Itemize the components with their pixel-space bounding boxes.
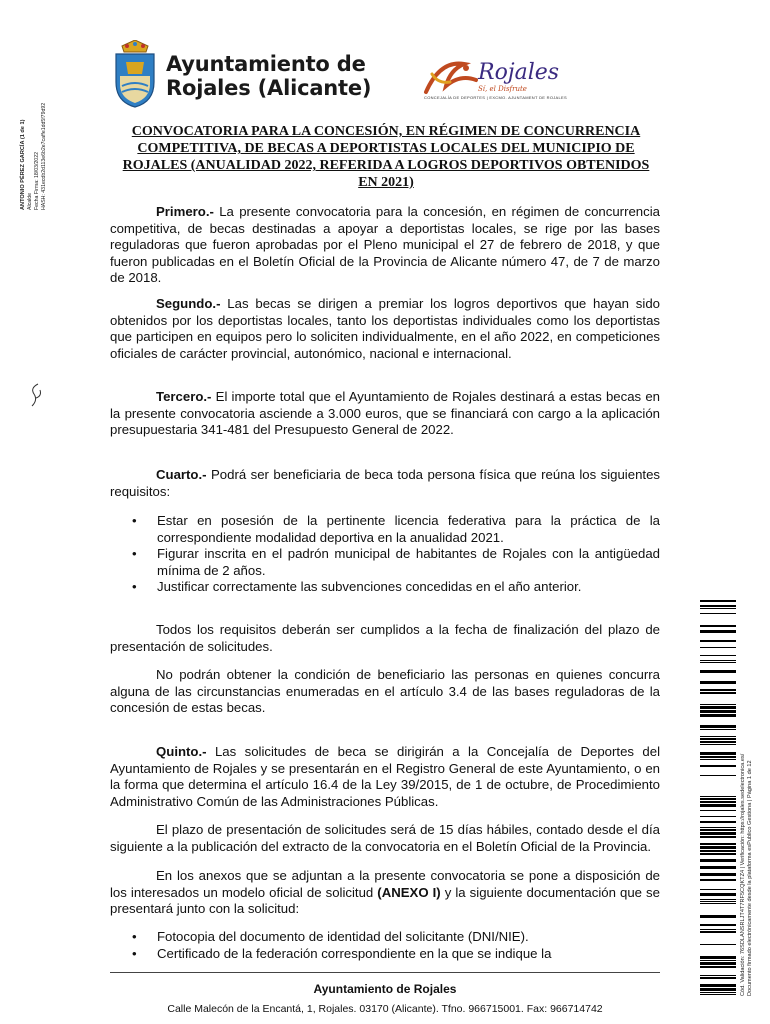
bullet-icon: •	[132, 546, 137, 561]
barcode-bar	[700, 816, 736, 817]
segundo-text: Las becas se dirigen a premiar los logros deportivos que hayan sido obtenidos por los deportistas locales, tanto los deportistas individuales como los deportistas que participen en equipos pero lo soliciten individualmente, en el año 2022, en competiciones oficiales de carácter provincial, autonómico, nacional e internacional.	[110, 296, 660, 361]
barcode-bar	[700, 640, 736, 642]
barcode-bar	[700, 984, 736, 987]
organization-name: Ayuntamiento de Rojales (Alicante)	[166, 52, 372, 100]
handwritten-signature-icon	[28, 380, 46, 410]
barcode-bar	[700, 889, 736, 890]
barcode-bar	[700, 810, 736, 811]
barcode-bar	[700, 850, 736, 852]
list-item	[110, 929, 660, 946]
barcode-bar	[700, 744, 736, 745]
tercero-text: El importe total que el Ayuntamiento de Rojales destinará a estas becas en la presente convocatoria asciende a 3.000 euros, que se financiará con cargo a la aplicación presupuestaria 341-481 del Presupuesto General de 2022.	[110, 389, 660, 437]
footer-organization: Ayuntamiento de Rojales	[313, 982, 457, 996]
paragraph-anexos	[110, 868, 660, 918]
bullet-icon: •	[132, 945, 137, 961]
anexos-text-end: y la siguiente documentación que se presentará junto con la solicitud:	[110, 884, 660, 916]
barcode-bar	[700, 804, 736, 807]
barcode-bar	[700, 873, 736, 876]
barcode-bar	[700, 903, 736, 904]
barcode-bar	[700, 899, 736, 900]
barcode-bar	[700, 901, 736, 902]
signer-role: Alcalde	[27, 192, 33, 210]
barcode-bar	[700, 992, 736, 993]
barcode-icon	[700, 600, 736, 996]
list-item	[110, 946, 660, 963]
barcode-bar	[700, 924, 736, 926]
list-item	[110, 579, 660, 596]
anexo-label: (ANEXO I)	[377, 884, 441, 900]
barcode-bar	[700, 859, 736, 862]
barcode-bar	[700, 625, 736, 627]
barcode-bar	[700, 962, 736, 965]
requirements-list	[110, 513, 660, 596]
barcode-bar	[700, 893, 736, 896]
coat-of-arms-icon	[112, 40, 158, 108]
barcode-bar	[700, 832, 736, 835]
barcode-bar	[700, 931, 736, 933]
barcode-bar	[700, 929, 736, 930]
barcode-bar	[700, 729, 736, 730]
barcode-bar	[700, 829, 736, 831]
barcode-bar	[700, 975, 736, 976]
barcode-bar	[700, 960, 736, 961]
bullet-icon: •	[132, 929, 137, 944]
tercero-lead: Tercero.-	[156, 389, 212, 404]
documentation-text: Certificado de la federación correspondiente en la que se indique la	[157, 945, 552, 961]
letterhead	[0, 0, 770, 120]
barcode-bar	[700, 725, 736, 728]
barcode-bar	[700, 600, 736, 602]
barcode-bar	[700, 988, 736, 991]
paragraph-primero	[110, 204, 660, 287]
barcode-bar	[700, 736, 736, 737]
barcode-bar	[700, 741, 736, 743]
brand-tagline: Sí, el Disfrute	[478, 85, 527, 93]
document-title: CONVOCATORIA PARA LA CONCESIÓN, EN RÉGIMEN DE CONCURRENCIA COMPETITIVA, DE BECAS A DEPORTISTAS LOCALES DEL MUNICIPIO DE ROJALES (ANUALIDAD 2022, REFERIDA A LOGROS DEPORTIVOS OBTENIDOS EN 2021)	[122, 124, 650, 190]
footer-divider	[110, 972, 660, 973]
quinto-lead: Quinto.-	[156, 744, 207, 759]
cuarto-lead: Cuarto.-	[156, 467, 207, 482]
paragraph-plazo: El plazo de presentación de solicitudes será de 15 días hábiles, contado desde el día siguiente a la publicación del extracto de la convocatoria en el Boletín Oficial de la Provincia.	[110, 822, 660, 854]
bullet-icon: •	[132, 513, 137, 528]
quinto-text: Las solicitudes de beca se dirigirán a la Concejalía de Deportes del Ayuntamiento de Rojales y se presentarán en el Registro General de este Ayuntamiento, o en la forma que determina el artículo 16.4 de la Ley 39/2015, de 1 de octubre, de Procedimiento Administrativo Común de las Administraciones Públicas.	[110, 744, 660, 809]
footer-address: Calle Malecón de la Encantá, 1, Rojales. 03170 (Alicante). Tfno. 966715001. Fax: 966714742	[167, 1003, 603, 1015]
barcode-bar	[700, 714, 736, 717]
barcode-bar	[700, 738, 736, 740]
barcode-bar	[700, 765, 736, 767]
barcode-bar	[700, 613, 736, 614]
barcode-bar	[700, 647, 736, 648]
barcode-bar	[700, 706, 736, 709]
verification-block	[740, 596, 760, 996]
paragraph-no-podran: No podrán obtener la condición de beneficiario las personas en quienes concurra alguna de las circunstancias enumeradas en el artículo 3.4 de las bases reguladoras de la concesión de estas becas.	[110, 667, 660, 715]
barcode-bar	[700, 605, 736, 607]
list-item	[110, 546, 660, 579]
barcode-bar	[700, 866, 736, 869]
signature-hash: HASH: 431ecdb2d113e6b2e7caffe1dd5f79d92	[41, 102, 47, 210]
documentation-text: Fotocopia del documento de identidad del solicitante (DNI/NIE).	[157, 929, 529, 944]
brand-wordmark: Rojales	[478, 60, 560, 85]
bullet-icon: •	[132, 579, 137, 594]
primero-text: La presente convocatoria para la concesión, en régimen de concurrencia competitiva, de becas destinadas a apoyar a deportistas locales, se rige por las bases reguladoras que fueron aprobadas por el Pleno municipal el 27 de febrero de 2018, y que fueron publicadas en el Boletín Oficial de la Provincia de Alicante número 47, de 7 de marzo de 2018.	[110, 204, 660, 285]
paragraph-quinto	[110, 744, 660, 810]
barcode-bar	[700, 821, 736, 823]
barcode-bar	[700, 956, 736, 959]
barcode-bar	[700, 608, 736, 609]
barcode-bar	[700, 655, 736, 656]
list-item	[110, 513, 660, 546]
barcode-bar	[700, 994, 736, 995]
paragraph-tercero	[110, 389, 660, 439]
signer-name: ANTONIO PÉREZ GARCÍA (1 de 1)	[20, 119, 26, 210]
barcode-bar	[700, 846, 736, 849]
barcode-bar	[700, 759, 736, 760]
barcode-bar	[700, 827, 736, 828]
barcode-bar	[700, 801, 736, 803]
paragraph-segundo	[110, 296, 660, 362]
barcode-bar	[700, 681, 736, 684]
barcode-bar	[700, 798, 736, 800]
paragraph-todos-requisitos: Todos los requisitos deberán ser cumplidos a la fecha de finalización del plazo de presentación de solicitudes.	[110, 622, 660, 654]
barcode-bar	[700, 944, 736, 945]
barcode-bar	[700, 692, 736, 694]
barcode-bar	[700, 704, 736, 705]
barcode-bar	[700, 796, 736, 797]
verification-code: Cód. Validación: 76SDLANSRLJT4T7RF5CQKTZ4 | Verificación: https://rojales.sedelectronica.es/	[740, 753, 746, 996]
requirement-text: Estar en posesión de la pertinente licencia federativa para la práctica de la correspondiente modalidad deportiva en la anualidad 2021.	[157, 513, 660, 545]
documentation-list	[110, 929, 660, 962]
barcode-bar	[700, 977, 736, 979]
barcode-bar	[700, 879, 736, 881]
barcode-bar	[700, 843, 736, 845]
barcode-bar	[700, 775, 736, 776]
barcode-bar	[700, 662, 736, 663]
signature-block	[20, 10, 60, 210]
barcode-bar	[700, 853, 736, 855]
anexos-text: En los anexos que se adjuntan a la presente convocatoria se pone a disposición de los interesados un modelo oficial de solicitud	[110, 868, 660, 900]
barcode-bar	[700, 752, 736, 755]
barcode-bar	[700, 915, 736, 918]
signature-date: Fecha Firma: 18/03/2022	[34, 152, 40, 210]
verification-note: Documento firmado electrónicamente desde la plataforma esPublico Gestiona | Página 1 de 12	[747, 760, 753, 996]
paragraph-cuarto	[110, 467, 660, 500]
segundo-lead: Segundo.-	[156, 296, 221, 311]
barcode-bar	[700, 710, 736, 713]
requirement-text: Figurar inscrita en el padrón municipal de habitantes de Rojales con la antigüedad mínima de 2 años.	[157, 546, 660, 578]
barcode-bar	[700, 836, 736, 838]
barcode-bar	[700, 630, 736, 633]
barcode-bar	[700, 966, 736, 968]
barcode-bar	[700, 689, 736, 691]
brand-caption: CONCEJALÍA DE DEPORTES | EXCMO. AJUNTAMENT DE ROJALES	[424, 95, 567, 100]
barcode-bar	[700, 670, 736, 673]
cuarto-text: Podrá ser beneficiaria de beca toda persona física que reúna los siguientes requisitos:	[110, 467, 660, 499]
primero-lead: Primero.-	[156, 204, 214, 219]
requirement-text: Justificar correctamente las subvenciones concedidas en el año anterior.	[157, 579, 582, 594]
barcode-bar	[700, 756, 736, 758]
barcode-bar	[700, 660, 736, 661]
